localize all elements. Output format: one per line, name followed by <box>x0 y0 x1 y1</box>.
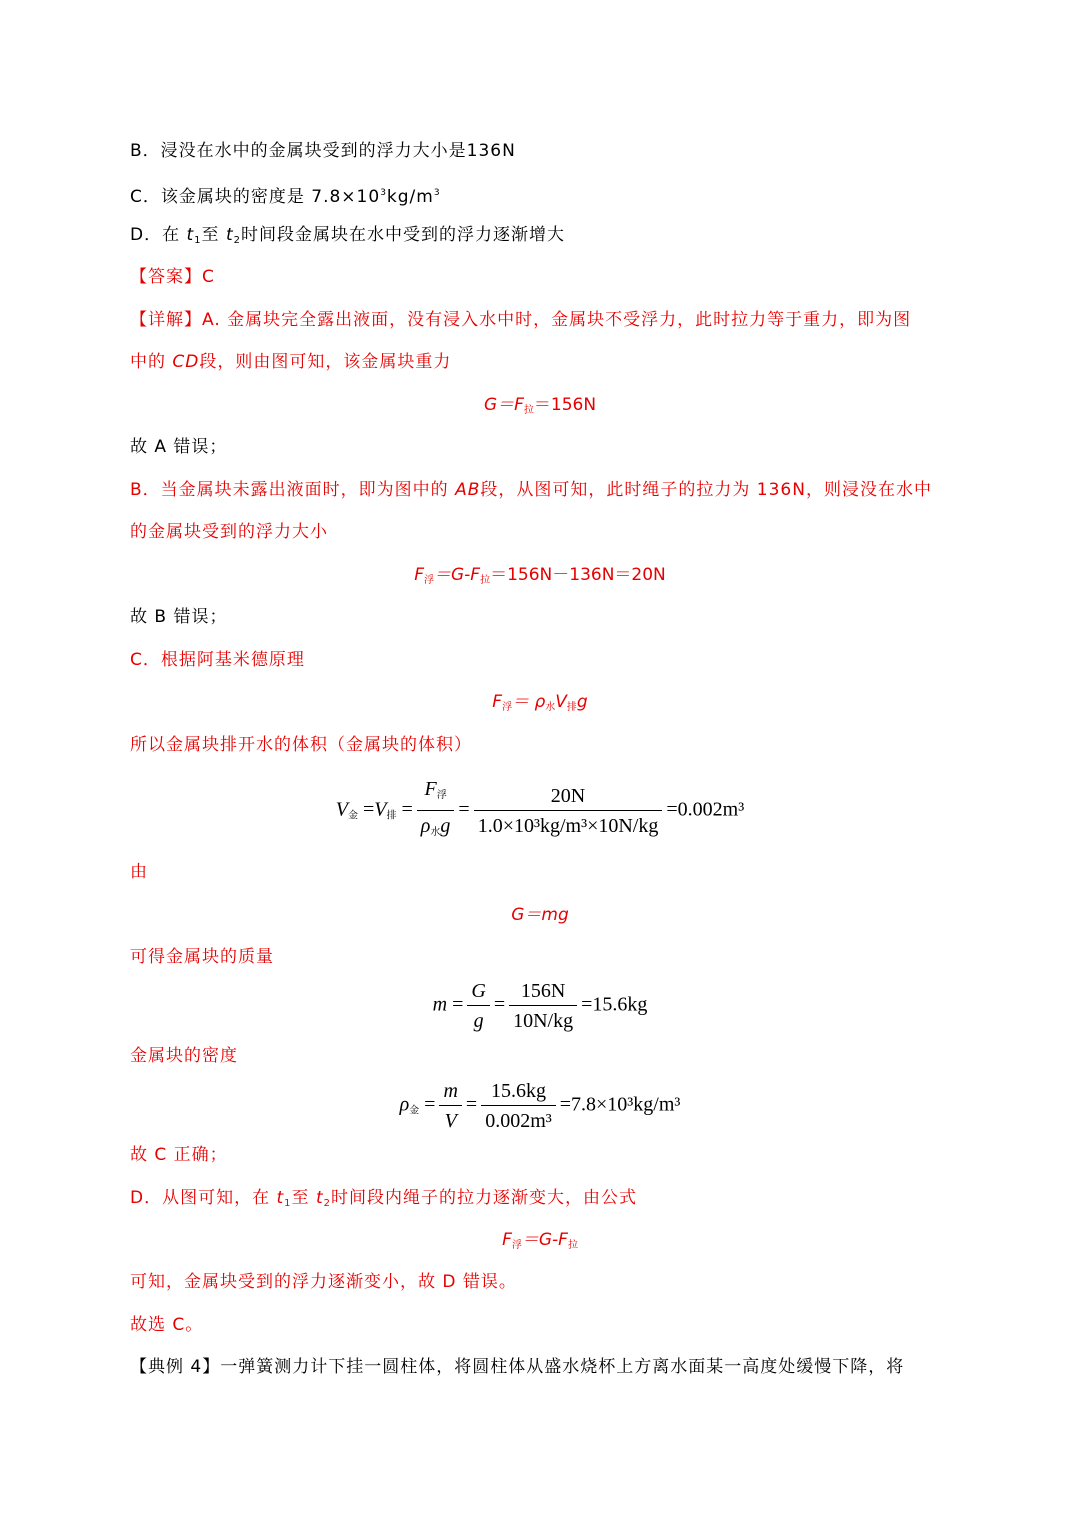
c-conclusion <box>130 1143 228 1167</box>
analysis-intro-1: 【详解】A. 金属块完全露出液面，没有浸入水中时，金属块不受浮力，此时拉力等于重力，即为图 <box>130 310 912 330</box>
vol-den2: 1.0×10³kg/m³×10N/kg <box>477 815 659 837</box>
a-conclusion <box>130 435 227 459</box>
equation-buoyancy-2 <box>0 1228 1080 1258</box>
b-1a: B．当金属块未露出液面时，即为图中的 <box>130 480 456 500</box>
option-c-unit: kg/m <box>386 187 434 207</box>
eq5-f: F <box>502 1230 512 1250</box>
c-line4 <box>130 945 274 969</box>
dens-num1: m <box>439 1078 461 1106</box>
mass-m: m <box>432 993 448 1016</box>
eq1-main: G＝F <box>483 395 524 415</box>
eq5-f-sub: 浮 <box>511 1240 522 1251</box>
vol-fden-g: g <box>440 815 451 837</box>
vol-v1: V <box>335 798 349 821</box>
equation-volume: $V_金 =V_排$ = $\frac{F_浮}{\rho_水g}$ = $\frac{20N}{\text{1.0×10³kg/m³×10N/kg}}$ =0.002m³ <box>0 776 1080 846</box>
option-d-t2-sub: 2 <box>233 235 241 246</box>
mass-result: 15.6kg <box>592 993 648 1016</box>
eq3-v: V <box>555 692 567 712</box>
eq1-tail: ＝156N <box>533 395 597 415</box>
d-t2-sub: 2 <box>323 1198 331 1209</box>
dens-den2: 0.002m³ <box>485 1110 552 1132</box>
analysis-intro-2b: 段，则由图可知，该金属块重力 <box>199 352 452 372</box>
d-1b: 时间段内绳子的拉力逐渐变大，由公式 <box>331 1188 637 1208</box>
d-line1 <box>130 1186 637 1216</box>
vol-num2: 20N <box>474 783 663 811</box>
mass-frac1 <box>467 978 489 1034</box>
dens-rho: ρ <box>399 1093 410 1116</box>
d-t2: t <box>315 1188 324 1208</box>
d-mid: 至 <box>291 1188 316 1208</box>
d-t1-sub: 1 <box>284 1198 292 1209</box>
vol-frac2 <box>474 783 663 839</box>
equation-density: $\rho_金$ = $\frac{m}{V}$ = $\frac{15.6kg}{\text{0.002m³}}$ =7.8×10³kg/m³ <box>399 1080 681 1132</box>
dens-frac1 <box>439 1078 461 1134</box>
mass-num1: G <box>467 978 489 1006</box>
eq2-tail: ＝156N－136N＝20N <box>490 565 666 585</box>
b-line1 <box>130 478 932 502</box>
b-conclusion-text: 故 B 错误； <box>130 607 228 627</box>
d-conclusion <box>130 1270 517 1294</box>
dens-result: 7.8×10³kg/m³ <box>571 1093 681 1116</box>
c-line1 <box>130 648 305 672</box>
equation-gmg <box>0 903 1080 927</box>
equation-weight <box>0 393 1080 423</box>
option-d-prefix: D．在 <box>130 225 187 245</box>
option-b-text: B．浸没在水中的金属块受到的浮力大小是136N <box>130 141 516 161</box>
d-1a: D．从图可知，在 <box>130 1188 277 1208</box>
option-c-exp: 3 <box>380 188 387 198</box>
mass-num2: 156N <box>509 978 577 1006</box>
c-conclusion-text: 故 C 正确； <box>130 1145 228 1165</box>
dens-num2: 15.6kg <box>481 1078 556 1106</box>
eq3-mid: ＝ ρ <box>512 692 546 712</box>
next-example-text: 【典例 4】一弹簧测力计下挂一圆柱体，将圆柱体从盛水烧杯上方离水面某一高度处缓慢下降，将 <box>130 1357 905 1377</box>
option-d-t1-sub: 1 <box>194 235 202 246</box>
option-d <box>130 223 565 253</box>
eq2-mid-sub: 拉 <box>480 575 491 586</box>
answer-text: 【答案】C <box>130 267 215 287</box>
option-b <box>130 139 516 163</box>
dens-rho-sub: 金 <box>409 1105 420 1117</box>
option-d-mid: 至 <box>201 225 226 245</box>
vol-fden-rho-sub: 水 <box>430 827 441 838</box>
equation-archimedes <box>0 690 1080 720</box>
final-answer <box>130 1313 203 1337</box>
answer <box>130 265 215 289</box>
eq5-mid: ＝G-F <box>521 1230 568 1250</box>
c-line2 <box>130 733 472 757</box>
eq3-f-sub: 浮 <box>502 702 513 713</box>
c-2: 所以金属块排开水的体积（金属块的体积） <box>130 735 472 755</box>
option-d-t1: t <box>186 225 195 245</box>
dens-den1: V <box>444 1110 457 1132</box>
a-conclusion-text: 故 A 错误； <box>130 437 228 457</box>
c-line3 <box>130 860 148 884</box>
eq1-sub: 拉 <box>523 405 534 416</box>
analysis-intro-2a: 中的 <box>130 352 173 372</box>
c-3: 由 <box>130 862 148 882</box>
mass-den2: 10N/kg <box>513 1010 574 1032</box>
equation-buoyancy <box>0 563 1080 593</box>
next-example <box>130 1355 904 1379</box>
eq3-v-sub: 排 <box>566 702 577 713</box>
eq4: G＝mg <box>511 905 569 925</box>
b-line2 <box>130 520 328 544</box>
eq3-g: g <box>576 692 588 712</box>
b-1b: 段，从图可知，此时绳子的拉力为 136N，则浸没在水中 <box>480 480 932 500</box>
option-d-t2: t <box>225 225 234 245</box>
vol-v2-sub: 排 <box>386 810 397 822</box>
c-5: 金属块的密度 <box>130 1046 238 1066</box>
eq5-mid-sub: 拉 <box>567 1240 578 1251</box>
vol-fden-rho: ρ <box>420 815 431 837</box>
vol-fnum-sub: 浮 <box>436 790 447 801</box>
vol-fnum: F <box>424 778 437 800</box>
b-2: 的金属块受到的浮力大小 <box>130 522 328 542</box>
option-c-text: C．该金属块的密度是 7.8×10 <box>130 187 381 207</box>
d-t1: t <box>276 1188 285 1208</box>
eq2-f-sub: 浮 <box>424 575 434 586</box>
d-conclusion-text: 可知，金属块受到的浮力逐渐变小，故 D 错误。 <box>130 1272 517 1292</box>
mass-den1: g <box>473 1010 484 1032</box>
equation-mass: m = $\frac{G}{g}$ = $\frac{156N}{10N/kg}$ =15.6kg <box>432 980 648 1032</box>
final-answer-text: 故选 C。 <box>130 1315 204 1335</box>
option-d-suffix: 时间段金属块在水中受到的浮力逐渐增大 <box>241 225 565 245</box>
eq2-mid: ＝G-F <box>434 565 481 585</box>
mass-frac2 <box>509 978 577 1034</box>
analysis-intro-line1 <box>130 308 911 332</box>
vol-result: 0.002m³ <box>677 798 745 821</box>
option-c-unit-exp: 3 <box>433 188 441 198</box>
vol-v1-sub: 金 <box>348 810 359 822</box>
b-ab: AB <box>455 480 481 500</box>
eq3-f: F <box>492 692 503 712</box>
c-line5 <box>130 1044 238 1068</box>
vol-frac1 <box>417 776 455 846</box>
analysis-intro-line2 <box>130 350 451 374</box>
dens-frac2 <box>481 1078 556 1134</box>
option-c <box>130 181 441 209</box>
c-1: C．根据阿基米德原理 <box>130 650 305 670</box>
eq3-rho-sub: 水 <box>545 702 556 713</box>
c-4: 可得金属块的质量 <box>130 947 274 967</box>
b-conclusion <box>130 605 227 629</box>
vol-v2: V <box>374 798 387 821</box>
eq2-f: F <box>414 565 424 585</box>
analysis-cd: CD <box>172 352 200 372</box>
